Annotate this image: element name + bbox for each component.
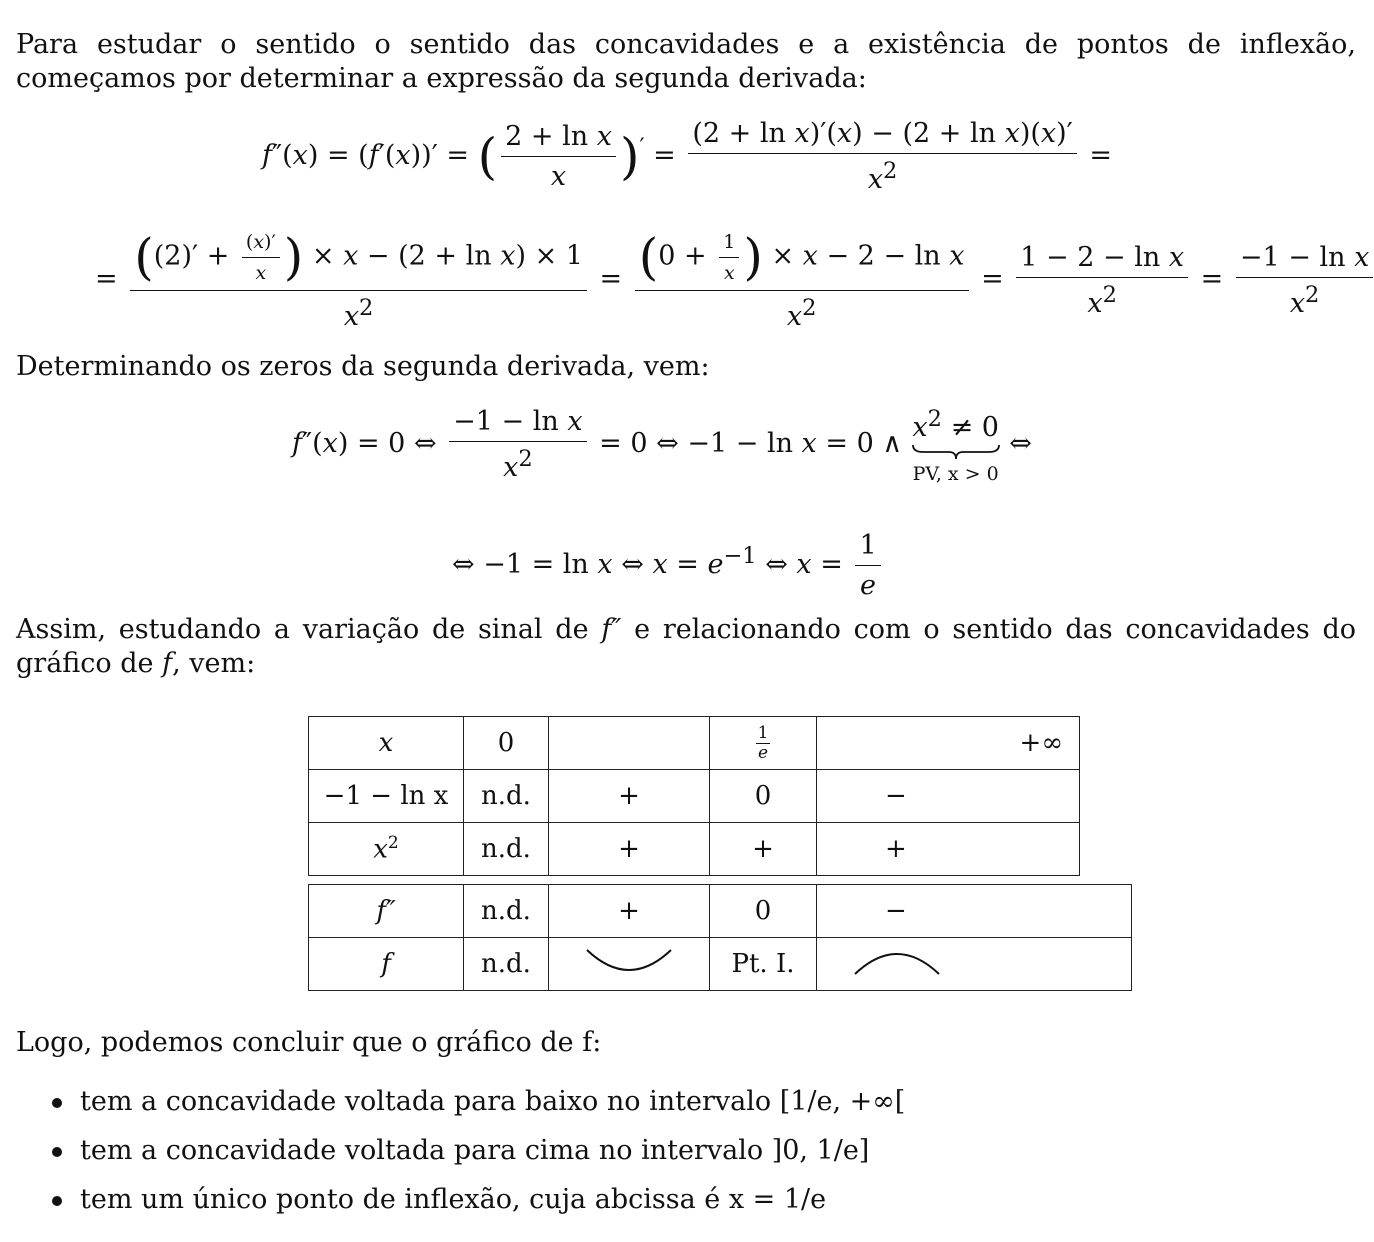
table-row xyxy=(309,823,1080,876)
table-cell: + xyxy=(549,823,710,876)
second-derivative-equation-1: f″(x) = (f′(x))′ = ( $\frac{\text{2 + ln x}}{x}$ )′ = $\frac{\text{(2 + ln x)′(x) − (2 + ln x)(x)′}}{x^2}$ = xyxy=(262,118,1113,195)
table-cell: n.d. xyxy=(464,823,549,876)
table-cell: − xyxy=(817,770,1080,823)
intro-paragraph: Para estudar o sentido o sentido das concavidades e a existência de pontos de inflexão, começamos por determinar a expressão da segunda derivada: xyxy=(16,29,1356,94)
table-header-cell xyxy=(710,717,817,770)
conclusion-heading: Logo, podemos concluir que o gráfico de f: xyxy=(16,1027,602,1058)
row-label: f″ xyxy=(309,885,464,938)
conclusion-list xyxy=(52,1082,905,1229)
table-cell: + xyxy=(549,770,710,823)
row-label: $x^2$ xyxy=(309,823,464,876)
one-over-e: $\frac{1}{e}$ xyxy=(757,722,769,763)
concave-up-arc-icon xyxy=(579,944,679,978)
table-cell: Pt. I. xyxy=(710,938,817,991)
table-header-cell xyxy=(549,717,710,770)
table-cell: 0 xyxy=(710,885,817,938)
table-cell: 0 xyxy=(710,770,817,823)
table-row xyxy=(309,770,1080,823)
table-cell xyxy=(817,938,1132,991)
row-label: −1 − ln x xyxy=(309,770,464,823)
table-row xyxy=(309,938,1132,991)
second-derivative-equation-2: = ((2)′ + $\frac{(x)'}{x}$ ) × x − (2 + ln x) × 1 $x^2$ = (0 + $\frac{1}{x}$ ) × x − 2 − ln x $x^2$ = $\frac{\text{1 − 2 − ln x}}{x^2}$ = $\frac{\text{−1 − ln x}}{x^2}$ xyxy=(95,228,1374,332)
list-item: tem a concavidade voltada para cima no intervalo ]0, 1/e] xyxy=(52,1131,905,1180)
zeros-heading: Determinando os zeros da segunda derivada, vem: xyxy=(16,351,710,382)
table-cell: n.d. xyxy=(464,938,549,991)
table-header-cell: x xyxy=(309,717,464,770)
sign-table-top xyxy=(308,716,1080,876)
table-cell: + xyxy=(817,823,1080,876)
list-item: tem um único ponto de inflexão, cuja abcissa é x = 1/e xyxy=(52,1180,905,1229)
table-header-cell: 0 xyxy=(464,717,549,770)
table-row xyxy=(309,717,1080,770)
table-cell: − xyxy=(817,885,1132,938)
table-cell: + xyxy=(549,885,710,938)
table-cell: n.d. xyxy=(464,770,549,823)
concave-down-arc-icon xyxy=(847,944,947,978)
sign-study-paragraph: Assim, estudando a variação de sinal de f″ e relacionando com o sentido das concavidades do gráfico de f, vem: xyxy=(16,614,1356,679)
underbrace-icon xyxy=(911,443,1001,461)
list-item: tem a concavidade voltada para baixo no intervalo [1/e, +∞[ xyxy=(52,1082,905,1131)
pv-label: PV, x > 0 xyxy=(912,463,999,485)
table-cell: + xyxy=(710,823,817,876)
sign-table-bottom xyxy=(308,884,1132,991)
zeros-equation-1: f″(x) = 0 ⇔ $\frac{\text{−1 − ln x}}{x^2}$ = 0 ⇔ −1 − ln x = 0 ∧ $x^2 \ne 0$ PV, x > 0 ⇔ xyxy=(292,406,1032,485)
table-cell xyxy=(549,938,710,991)
row-label: f xyxy=(309,938,464,991)
zeros-equation-2: ⇔ −1 = ln x ⇔ $x = e^{-1}$ ⇔ x = $\frac{1}{e}$ xyxy=(452,530,885,601)
table-header-cell: +∞ xyxy=(817,717,1080,770)
table-row xyxy=(309,885,1132,938)
table-cell: n.d. xyxy=(464,885,549,938)
pv-brace: $x^2 \ne 0$ PV, x > 0 xyxy=(912,406,999,485)
